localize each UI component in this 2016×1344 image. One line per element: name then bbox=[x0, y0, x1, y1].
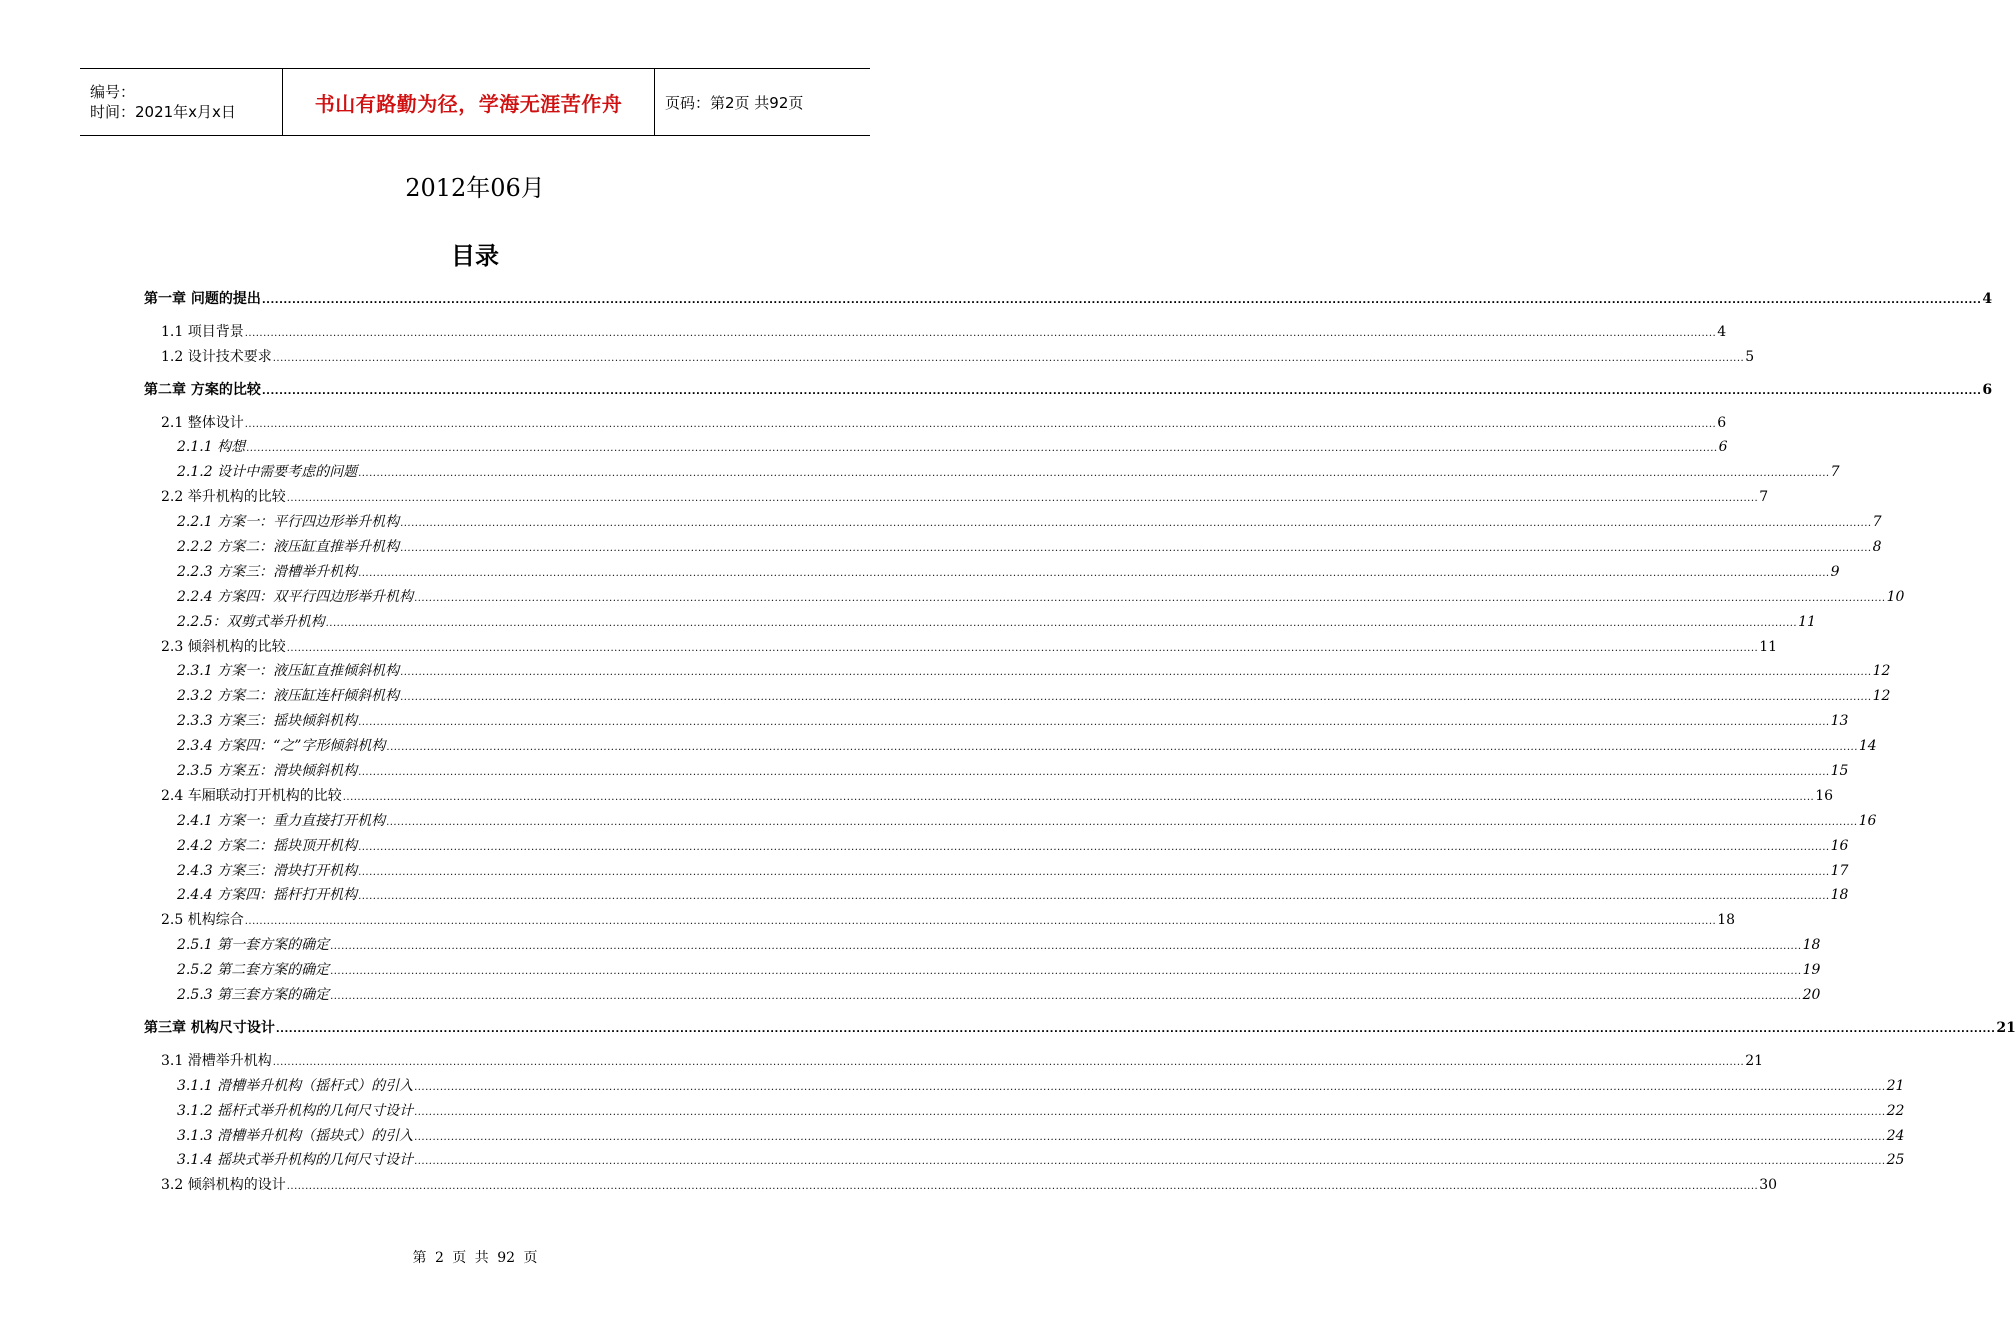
toc-dot-leader: ................................................................................................................................................................................................................................................................................................................................................................................................................ bbox=[414, 1081, 1886, 1093]
toc-entry-title: 2.2.3 方案三：滑槽举升机构 bbox=[177, 563, 358, 580]
toc-entry-title: 2.2.5：双剪式举升机构 bbox=[177, 613, 325, 630]
toc-entry-page: 21 bbox=[1745, 1052, 1764, 1069]
toc-dot-leader: ................................................................................................................................................................................................................................................................................................................................................................................................................ bbox=[358, 717, 1830, 729]
toc-dot-leader: ................................................................................................................................................................................................................................................................................................................................................................................................................ bbox=[400, 692, 1872, 704]
toc-entry[interactable] bbox=[144, 810, 1877, 835]
toc-entry-title: 1.2 设计技术要求 bbox=[161, 348, 272, 365]
toc-dot-leader: ................................................................................................................................................................................................................................................................................................................................................................................................................ bbox=[275, 1023, 1996, 1035]
toc-entry-title: 2.3.4 方案四：“之”字形倾斜机构 bbox=[177, 738, 386, 755]
header-motto-cell bbox=[282, 69, 655, 135]
toc-entry[interactable] bbox=[144, 1017, 2016, 1042]
toc-entry[interactable] bbox=[144, 1149, 1905, 1174]
toc-entry-page: 8 bbox=[1872, 539, 1882, 556]
toc-entry[interactable] bbox=[144, 461, 1840, 486]
toc-entry[interactable] bbox=[144, 436, 1728, 461]
toc-entry[interactable] bbox=[144, 785, 1834, 810]
motto-text: 书山有路勤为径，学海无涯苦作舟 bbox=[314, 91, 623, 116]
toc-dot-leader: ................................................................................................................................................................................................................................................................................................................................................................................................................ bbox=[358, 866, 1830, 878]
toc-entry-page: 13 bbox=[1830, 713, 1849, 730]
toc-entry-page: 14 bbox=[1858, 738, 1877, 755]
toc-entry[interactable] bbox=[144, 561, 1840, 586]
toc-entry-title: 2.3.1 方案一：液压缸直推倾斜机构 bbox=[177, 663, 400, 680]
toc-entry-page: 24 bbox=[1886, 1127, 1905, 1144]
toc-entry-title: 1.1 项目背景 bbox=[161, 323, 244, 340]
toc-dot-leader: ................................................................................................................................................................................................................................................................................................................................................................................................................ bbox=[358, 468, 1830, 480]
toc-entry[interactable] bbox=[144, 379, 1993, 404]
header-page-cell bbox=[655, 69, 870, 135]
toc-entry-title: 2.4 车厢联动打开机构的比较 bbox=[161, 787, 342, 804]
toc-title: 目录 bbox=[451, 242, 499, 270]
toc-entry-page: 4 bbox=[1982, 291, 1993, 307]
toc-entry-page: 7 bbox=[1759, 489, 1769, 506]
toc-entry-title: 2.5 机构综合 bbox=[161, 912, 244, 929]
toc-entry-page: 11 bbox=[1798, 613, 1816, 630]
date-title: 2012年06月 bbox=[405, 174, 545, 202]
toc-entry-title: 2.3.5 方案五：滑块倾斜机构 bbox=[177, 763, 358, 780]
toc-entry[interactable] bbox=[144, 984, 1821, 1009]
toc-entry[interactable] bbox=[144, 860, 1849, 885]
toc-entry-page: 18 bbox=[1802, 937, 1821, 954]
toc-entry-page: 7 bbox=[1830, 464, 1840, 481]
toc-entry[interactable] bbox=[144, 611, 1816, 636]
toc-entry-page: 30 bbox=[1759, 1177, 1778, 1194]
toc-entry-page: 16 bbox=[1858, 812, 1877, 829]
toc-dot-leader: ................................................................................................................................................................................................................................................................................................................................................................................................................ bbox=[414, 1156, 1886, 1168]
toc-entry-page: 7 bbox=[1872, 514, 1882, 531]
toc-entry-page: 15 bbox=[1830, 763, 1849, 780]
toc-entry[interactable] bbox=[144, 685, 1891, 710]
toc-entry-page: 4 bbox=[1717, 323, 1727, 340]
toc-entry-page: 6 bbox=[1982, 381, 1993, 398]
toc-entry-page: 22 bbox=[1886, 1102, 1905, 1119]
toc-dot-leader: ................................................................................................................................................................................................................................................................................................................................................................................................................ bbox=[400, 543, 1872, 555]
toc-entry-page: 18 bbox=[1717, 912, 1736, 929]
toc-entry-title: 2.3.2 方案二：液压缸连杆倾斜机构 bbox=[177, 688, 400, 705]
number-label: 编号： bbox=[90, 83, 136, 101]
toc-entry[interactable] bbox=[144, 660, 1891, 685]
toc-entry-title: 第一章 问题的提出 bbox=[144, 291, 261, 307]
toc-entry-title: 3.2 倾斜机构的设计 bbox=[161, 1177, 286, 1194]
page-info: 页码：第2页 共92页 bbox=[665, 93, 804, 112]
toc-dot-leader: ................................................................................................................................................................................................................................................................................................................................................................................................................ bbox=[246, 443, 1718, 455]
toc-entry-title: 2.3.3 方案三：摇块倾斜机构 bbox=[177, 713, 358, 730]
toc-entry-title: 2.2.4 方案四：双平行四边形举升机构 bbox=[177, 588, 414, 605]
toc-dot-leader: ................................................................................................................................................................................................................................................................................................................................................................................................................ bbox=[244, 916, 1717, 928]
toc-entry-page: 6 bbox=[1717, 414, 1727, 431]
toc-entry[interactable] bbox=[144, 511, 1882, 536]
toc-dot-leader: ................................................................................................................................................................................................................................................................................................................................................................................................................ bbox=[286, 493, 1759, 505]
toc-entry[interactable] bbox=[144, 486, 1769, 511]
toc-dot-leader: ................................................................................................................................................................................................................................................................................................................................................................................................................ bbox=[386, 816, 1858, 828]
toc-entry[interactable] bbox=[144, 288, 1993, 313]
toc-dot-leader: ................................................................................................................................................................................................................................................................................................................................................................................................................ bbox=[414, 592, 1886, 604]
toc-entry-page: 19 bbox=[1802, 962, 1821, 979]
toc-dot-leader: ................................................................................................................................................................................................................................................................................................................................................................................................................ bbox=[342, 791, 1815, 803]
toc-entry[interactable] bbox=[144, 1125, 1905, 1150]
toc-entry[interactable] bbox=[144, 835, 1849, 860]
toc-dot-leader: ................................................................................................................................................................................................................................................................................................................................................................................................................ bbox=[261, 385, 1982, 397]
toc-dot-leader: ................................................................................................................................................................................................................................................................................................................................................................................................................ bbox=[400, 518, 1872, 530]
table-of-contents bbox=[144, 288, 2016, 1199]
toc-dot-leader: ................................................................................................................................................................................................................................................................................................................................................................................................................ bbox=[358, 891, 1830, 903]
toc-entry[interactable] bbox=[144, 934, 1821, 959]
toc-dot-leader: ................................................................................................................................................................................................................................................................................................................................................................................................................ bbox=[414, 1106, 1886, 1118]
time-label: 时间：2021年x月x日 bbox=[90, 103, 236, 121]
toc-dot-leader: ................................................................................................................................................................................................................................................................................................................................................................................................................ bbox=[244, 418, 1717, 430]
toc-entry-page: 11 bbox=[1759, 638, 1778, 655]
toc-entry[interactable] bbox=[144, 710, 1849, 735]
toc-dot-leader: ................................................................................................................................................................................................................................................................................................................................................................................................................ bbox=[244, 327, 1717, 339]
toc-entry-title: 2.2.2 方案二：液压缸直推举升机构 bbox=[177, 539, 400, 556]
toc-entry[interactable] bbox=[144, 884, 1849, 909]
toc-entry-title: 2.3 倾斜机构的比较 bbox=[161, 638, 286, 655]
toc-dot-leader: ................................................................................................................................................................................................................................................................................................................................................................................................................ bbox=[272, 352, 1745, 364]
toc-entry-page: 10 bbox=[1886, 588, 1905, 605]
toc-entry-page: 6 bbox=[1718, 439, 1728, 456]
toc-entry[interactable] bbox=[144, 1174, 1778, 1199]
toc-entry-title: 2.4.2 方案二：摇块顶开机构 bbox=[177, 837, 358, 854]
toc-dot-leader: ................................................................................................................................................................................................................................................................................................................................................................................................................ bbox=[358, 841, 1830, 853]
toc-entry[interactable] bbox=[144, 412, 1727, 437]
toc-dot-leader: ................................................................................................................................................................................................................................................................................................................................................................................................................ bbox=[330, 966, 1802, 978]
toc-entry[interactable] bbox=[144, 536, 1882, 561]
toc-entry-page: 9 bbox=[1830, 563, 1840, 580]
toc-entry-title: 2.5.2 第二套方案的确定 bbox=[177, 962, 330, 979]
toc-entry-title: 3.1.3 滑槽举升机构（摇块式）的引入 bbox=[177, 1127, 414, 1144]
toc-entry[interactable] bbox=[144, 735, 1877, 760]
toc-entry-page: 21 bbox=[1886, 1077, 1905, 1094]
toc-entry-page: 21 bbox=[1996, 1019, 2016, 1036]
toc-entry-title: 3.1 滑槽举升机构 bbox=[161, 1052, 272, 1069]
toc-entry-page: 17 bbox=[1830, 862, 1849, 879]
toc-entry-title: 2.1.1 构想 bbox=[177, 439, 246, 456]
toc-entry-title: 2.1.2 设计中需要考虑的问题 bbox=[177, 464, 358, 481]
toc-dot-leader: ................................................................................................................................................................................................................................................................................................................................................................................................................ bbox=[272, 1056, 1745, 1068]
toc-entry-title: 2.4.1 方案一：重力直接打开机构 bbox=[177, 812, 386, 829]
toc-entry-page: 16 bbox=[1830, 837, 1849, 854]
toc-entry[interactable] bbox=[144, 909, 1736, 934]
toc-entry-title: 2.4.4 方案四：摇杆打开机构 bbox=[177, 887, 358, 904]
toc-entry-title: 2.5.1 第一套方案的确定 bbox=[177, 937, 330, 954]
toc-entry-page: 25 bbox=[1886, 1152, 1905, 1169]
page-footer: 第 2 页 共 92 页 bbox=[412, 1250, 538, 1266]
toc-dot-leader: ................................................................................................................................................................................................................................................................................................................................................................................................................ bbox=[414, 1131, 1886, 1143]
toc-entry[interactable] bbox=[144, 636, 1778, 661]
toc-entry-title: 2.2 举升机构的比较 bbox=[161, 489, 286, 506]
toc-entry-title: 第三章 机构尺寸设计 bbox=[144, 1019, 275, 1036]
toc-dot-leader: ................................................................................................................................................................................................................................................................................................................................................................................................................ bbox=[325, 617, 1798, 629]
toc-entry-title: 第二章 方案的比较 bbox=[144, 381, 261, 398]
toc-entry-page: 20 bbox=[1802, 987, 1821, 1004]
toc-entry-title: 2.4.3 方案三：滑块打开机构 bbox=[177, 862, 358, 879]
toc-dot-leader: ................................................................................................................................................................................................................................................................................................................................................................................................................ bbox=[261, 295, 1982, 306]
toc-entry[interactable] bbox=[144, 586, 1905, 611]
toc-entry-page: 16 bbox=[1815, 787, 1834, 804]
toc-dot-leader: ................................................................................................................................................................................................................................................................................................................................................................................................................ bbox=[286, 642, 1759, 654]
toc-entry-page: 5 bbox=[1745, 348, 1755, 365]
toc-entry[interactable] bbox=[144, 346, 1755, 371]
toc-entry[interactable] bbox=[144, 321, 1727, 346]
toc-entry-page: 12 bbox=[1872, 663, 1891, 680]
toc-entry-page: 12 bbox=[1872, 688, 1891, 705]
toc-entry[interactable] bbox=[144, 1100, 1905, 1125]
toc-entry-title: 2.1 整体设计 bbox=[161, 414, 244, 431]
header-left-cell bbox=[80, 69, 282, 135]
toc-dot-leader: ................................................................................................................................................................................................................................................................................................................................................................................................................ bbox=[358, 767, 1830, 779]
toc-entry[interactable] bbox=[144, 959, 1821, 984]
toc-dot-leader: ................................................................................................................................................................................................................................................................................................................................................................................................................ bbox=[330, 941, 1802, 953]
toc-entry-title: 2.2.1 方案一：平行四边形举升机构 bbox=[177, 514, 400, 531]
toc-dot-leader: ................................................................................................................................................................................................................................................................................................................................................................................................................ bbox=[386, 742, 1858, 754]
toc-entry-title: 3.1.2 摇杆式举升机构的几何尺寸设计 bbox=[177, 1102, 414, 1119]
toc-entry-title: 3.1.4 摇块式举升机构的几何尺寸设计 bbox=[177, 1152, 414, 1169]
toc-entry[interactable] bbox=[144, 1075, 1905, 1100]
toc-entry-title: 3.1.1 滑槽举升机构（摇杆式）的引入 bbox=[177, 1077, 414, 1094]
toc-dot-leader: ................................................................................................................................................................................................................................................................................................................................................................................................................ bbox=[358, 567, 1830, 579]
toc-entry-page: 18 bbox=[1830, 887, 1849, 904]
toc-dot-leader: ................................................................................................................................................................................................................................................................................................................................................................................................................ bbox=[286, 1181, 1759, 1193]
toc-dot-leader: ................................................................................................................................................................................................................................................................................................................................................................................................................ bbox=[330, 991, 1802, 1003]
toc-entry[interactable] bbox=[144, 1050, 1764, 1075]
toc-entry-title: 2.5.3 第三套方案的确定 bbox=[177, 987, 330, 1004]
toc-entry[interactable] bbox=[144, 760, 1849, 785]
toc-dot-leader: ................................................................................................................................................................................................................................................................................................................................................................................................................ bbox=[400, 667, 1872, 679]
header-table bbox=[80, 68, 870, 136]
